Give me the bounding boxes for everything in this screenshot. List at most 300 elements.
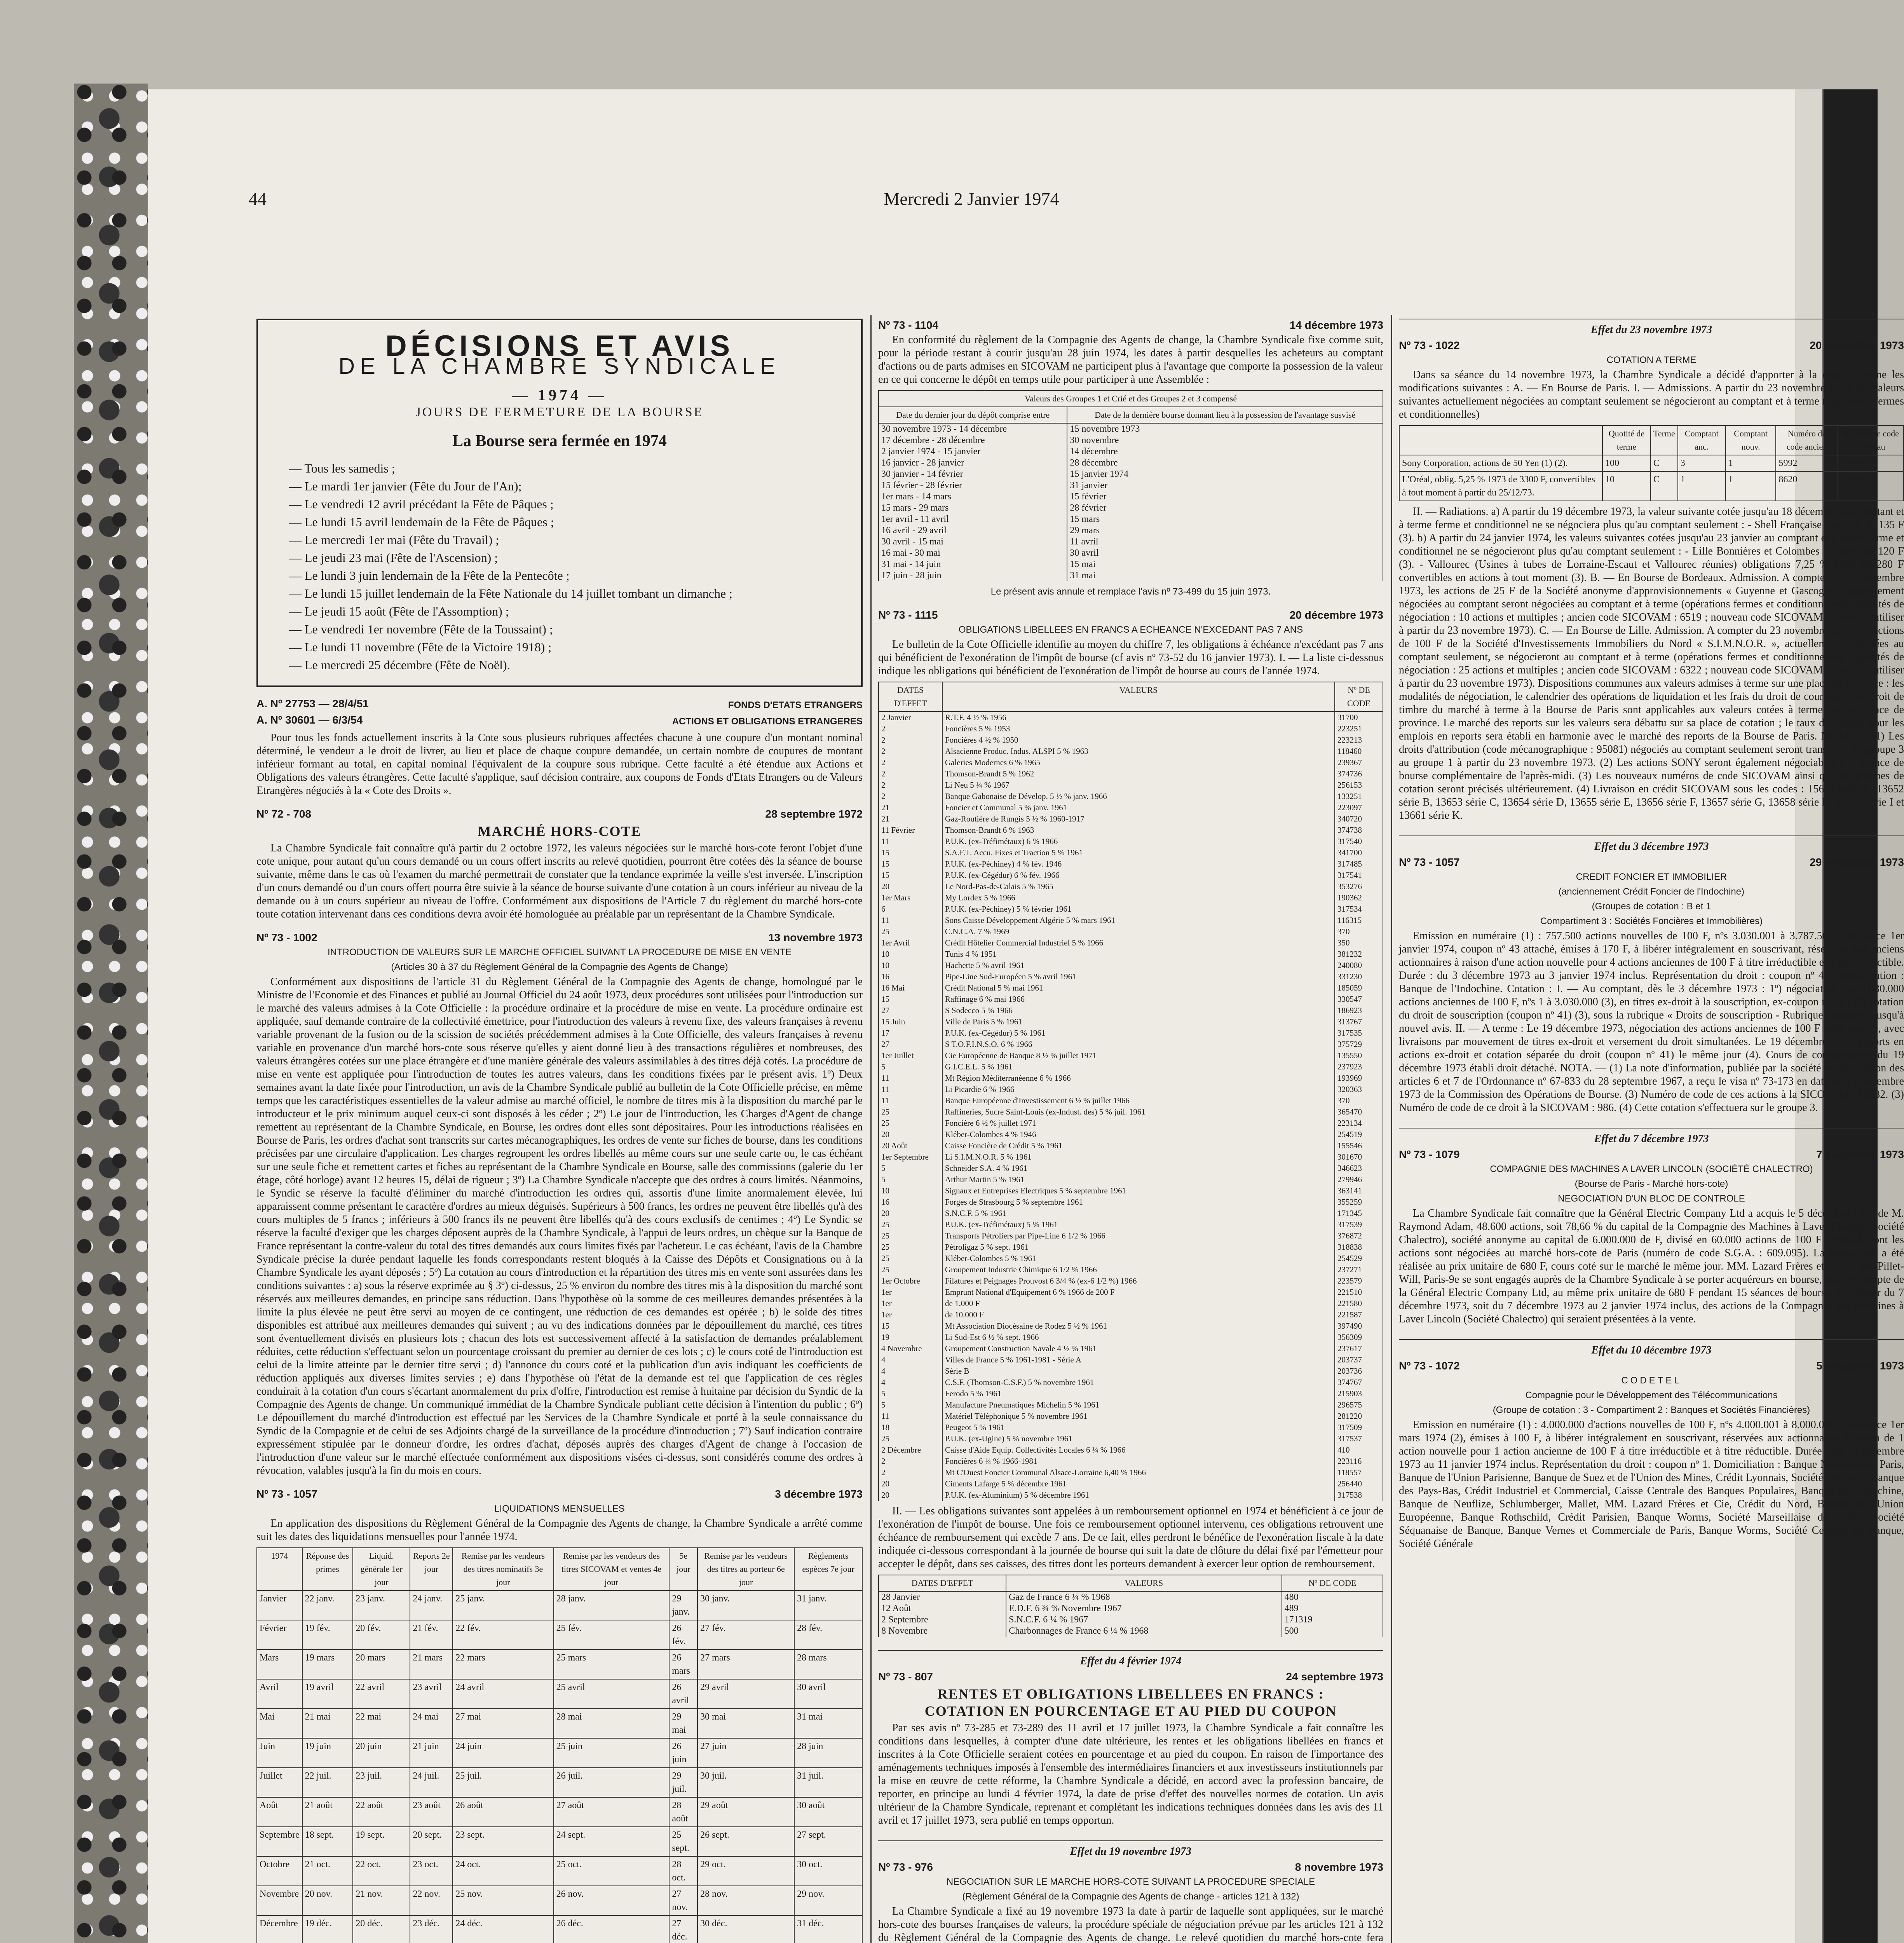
table-cell: 397490 bbox=[1335, 1320, 1383, 1332]
table-cell: My Lordex 5 % 1966 bbox=[942, 892, 1335, 903]
table-cell: 30 janvier - 14 février bbox=[879, 469, 1067, 480]
table-caption: Valeurs des Groupes 1 et Crié et des Groupes 2 et 3 compensé bbox=[879, 391, 1383, 407]
table-cell: 118460 bbox=[1335, 746, 1383, 757]
table-row bbox=[1399, 455, 1904, 471]
notice-heading: COMPAGNIE DES MACHINES A LAVER LINCOLN (SOCIÉTÉ CHALECTRO) bbox=[1490, 1164, 1813, 1174]
table-cell: 2 Janvier bbox=[879, 712, 942, 723]
table-cell: 16 bbox=[879, 971, 942, 982]
table-cell: 317509 bbox=[1335, 1422, 1383, 1433]
table-cell: 279946 bbox=[1335, 1174, 1383, 1185]
table-cell: 24 mai bbox=[410, 1709, 453, 1738]
table-row bbox=[879, 1309, 1383, 1320]
table-cell: 221587 bbox=[1335, 1309, 1383, 1320]
holiday-item: — Le jeudi 23 mai (Fête de l'Ascension) ; bbox=[289, 551, 498, 565]
table-cell: 23 juil. bbox=[353, 1768, 410, 1797]
table-cell: Le Nord-Pas-de-Calais 5 % 1965 bbox=[942, 881, 1335, 892]
table-row bbox=[879, 1140, 1383, 1151]
table-header: Numéro de code ancien bbox=[1776, 426, 1838, 455]
table-cell: 23 oct. bbox=[410, 1856, 453, 1886]
table-cell: 23 janv. bbox=[353, 1591, 410, 1620]
table-cell: Mt Région Méditerranéenne 6 % 1966 bbox=[942, 1073, 1335, 1084]
table-cell: Caisse Foncière de Crédit 5 % 1961 bbox=[942, 1140, 1335, 1151]
table-cell: 26 nov. bbox=[554, 1886, 670, 1915]
notice-date: 8 novembre 1973 bbox=[1295, 1861, 1383, 1873]
effective-date: Effet du 19 novembre 1973 bbox=[878, 1840, 1383, 1858]
table-cell: 16 mai - 30 mai bbox=[879, 548, 1067, 559]
table-row bbox=[879, 1174, 1383, 1185]
notice-date: 13 novembre 1973 bbox=[768, 931, 863, 944]
table-cell: 317538 bbox=[1335, 1490, 1383, 1501]
table-cell: 2 bbox=[879, 1456, 942, 1467]
table-cell: 31 juil. bbox=[794, 1768, 862, 1797]
table-cell: 28 février bbox=[1067, 502, 1383, 514]
notice-fonds-etrangers bbox=[256, 697, 863, 797]
notice-73-1079 bbox=[1399, 1128, 1904, 1326]
table-cell: Crédit National 5 % mai 1961 bbox=[942, 982, 1335, 994]
table-cell: 11 bbox=[879, 1084, 942, 1095]
table-cell: Foncière 6 ½ % juillet 1971 bbox=[942, 1118, 1335, 1129]
table-cell: 19 bbox=[879, 1332, 942, 1343]
notice-text: Dans sa séance du 14 novembre 1973, la Chambre Syndicale a décidé d'apporter à la cote du terme les modifications suivantes : A. — En Bourse de Paris. I. — Admissions. A partir du 23 novembre 1973, les valeurs suivantes actuellement négociées au comptant seulement se négocieront au comptant et à terme (opérations fermes et conditionnelles) bbox=[1399, 369, 1904, 420]
year-heading: — 1974 — bbox=[512, 386, 607, 404]
table-cell: Mt Association Diocésaine de Rodez 5 ½ % 1961 bbox=[942, 1320, 1335, 1332]
table-cell: 25 oct. bbox=[554, 1856, 670, 1886]
table-cell: 221580 bbox=[1335, 1298, 1383, 1309]
table-header: Réponse des primes bbox=[302, 1548, 353, 1591]
notice-date: 24 septembre 1973 bbox=[1286, 1671, 1383, 1683]
table-cell: 20 bbox=[879, 1129, 942, 1140]
table-cell: 374736 bbox=[1335, 768, 1383, 780]
notice-heading: CREDIT FONCIER ET IMMOBILIER bbox=[1576, 872, 1727, 882]
table-cell: 25 bbox=[879, 1106, 942, 1118]
liquidation-table bbox=[256, 1547, 863, 1943]
notice-subheading: (Groupe de cotation : 3 - Compartiment 2 : Banques et Sociétés Financières) bbox=[1493, 1405, 1810, 1415]
table-row bbox=[879, 502, 1383, 514]
notice-date: 5 décembre 1973 bbox=[1816, 1360, 1904, 1372]
table-row bbox=[879, 1163, 1383, 1174]
table-cell: Gaz-Routière de Rungis 5 ½ % 1960-1917 bbox=[942, 813, 1335, 825]
table-cell: 19 fév. bbox=[302, 1620, 353, 1650]
table-cell: 25 bbox=[879, 1433, 942, 1444]
table-cell: 29 avril bbox=[697, 1679, 794, 1709]
table-cell: Ferodo 5 % 1961 bbox=[942, 1388, 1335, 1399]
notice-text: La Chambre Syndicale fait connaître qu'à partir du 2 octobre 1972, les valeurs négociées sur le marché hors-cote feront l'objet d'une cote unique, pour autant qu'un cours demandé ou un cours offert inscrits au relevé quotidien, pourront être cotées dès la séance de bourse suivante, même dans le cas où l'examen du marché permettrait de constater que la tendance exprimée la veille s'est inversée. L'inscription d'un cours demandé ou d'un cours offert pourra être suivie à la séance de bourse suivante d'une cotation à un cours inférieur au niveau de la demande ou à un cours supérieur au niveau de l'offre. Conformément aux dispositions de l'Article 7 du règlement du marché hors-cote toute cotation intervenant dans ces conditions devra avoir été homologuée au préalable par un représentant de la Chambre Syndicale. bbox=[256, 842, 863, 920]
table-cell: Villes de France 5 % 1961-1981 - Série A bbox=[942, 1354, 1335, 1366]
table-cell: 22 mars bbox=[453, 1650, 553, 1679]
notice-note: Le présent avis annule et remplace l'avis nº 73-499 du 15 juin 1973. bbox=[990, 586, 1271, 597]
table-cell: Pétroligaz 5 % sept. 1961 bbox=[942, 1242, 1335, 1253]
table-cell: 11 bbox=[879, 1073, 942, 1084]
notice-title: COTATION EN POURCENTAGE ET AU PIED DU COUPON bbox=[924, 1703, 1337, 1719]
table-cell: 2 Septembre bbox=[879, 1614, 1006, 1626]
table-header: Remise par les vendeurs des titres SICOVAM et ventes 4e jour bbox=[554, 1548, 670, 1591]
optional-redemption-table bbox=[878, 1575, 1383, 1637]
notice-73-1002 bbox=[256, 931, 863, 1477]
table-cell: 20 sept. bbox=[410, 1827, 453, 1856]
table-cell: 23 déc. bbox=[410, 1915, 453, 1943]
notice-subheading: (Groupes de cotation : B et 1 bbox=[1592, 901, 1711, 912]
table-header: 1974 bbox=[257, 1548, 302, 1591]
table-cell: Ciments Lafarge 5 % décembre 1961 bbox=[942, 1478, 1335, 1490]
table-cell: Li S.I.M.N.O.R. 5 % 1961 bbox=[942, 1151, 1335, 1163]
table-cell: 374738 bbox=[1335, 825, 1383, 836]
table-cell: 24 juin bbox=[453, 1738, 553, 1768]
table-cell: 240080 bbox=[1335, 960, 1383, 971]
table-cell: 1er bbox=[879, 1309, 942, 1320]
table-cell: 27 nov. bbox=[669, 1886, 697, 1915]
table-row bbox=[879, 1027, 1383, 1039]
table-cell: 317534 bbox=[1335, 903, 1383, 915]
table-row bbox=[879, 757, 1383, 768]
table-cell: 21 bbox=[879, 813, 942, 825]
table-cell: 27 sept. bbox=[794, 1827, 862, 1856]
notice-subheading: (Bourse de Paris - Marché hors-cote) bbox=[1574, 1179, 1728, 1189]
table-cell: Gaz de France 6 ¼ % 1968 bbox=[1006, 1591, 1282, 1603]
notice-title: MARCHÉ HORS-COTE bbox=[478, 823, 642, 839]
table-cell: 11 bbox=[879, 1411, 942, 1422]
table-cell: 12 Août bbox=[879, 1603, 1006, 1614]
table-cell: Mai bbox=[257, 1709, 302, 1738]
table-cell: 317539 bbox=[1335, 1219, 1383, 1230]
table-cell: 24 avril bbox=[453, 1679, 553, 1709]
table-cell: 223097 bbox=[1335, 802, 1383, 813]
table-row bbox=[879, 892, 1383, 903]
table-cell: 29 mars bbox=[1067, 525, 1383, 536]
table-row bbox=[879, 536, 1383, 548]
table-cell: 221510 bbox=[1335, 1287, 1383, 1298]
column-rule bbox=[1391, 315, 1392, 1943]
holiday-item: — Le mercredi 25 décembre (Fête de Noël). bbox=[289, 658, 510, 672]
notice-heading: CODETEL bbox=[1621, 1375, 1682, 1386]
table-row bbox=[257, 1856, 862, 1886]
table-header: DATES D'EFFET bbox=[879, 1575, 1006, 1591]
table-cell: 1er Avril bbox=[879, 937, 942, 949]
table-cell: L'Oréal, oblig. 5,25 % 1973 de 3300 F, convertibles à tout moment à partir du 25/12/73. bbox=[1399, 471, 1602, 501]
table-cell: 223579 bbox=[1335, 1275, 1383, 1287]
table-row bbox=[879, 1603, 1383, 1614]
table-row bbox=[879, 847, 1383, 858]
table-cell: Charbonnages de France 6 ¼ % 1968 bbox=[1006, 1626, 1282, 1637]
notice-72-708 bbox=[256, 808, 863, 921]
table-cell: 331230 bbox=[1335, 971, 1383, 982]
table-cell: 29 nov. bbox=[794, 1886, 862, 1915]
table-cell: 15 février - 28 février bbox=[879, 480, 1067, 491]
notice-number: Nº 73 - 1057 bbox=[1399, 856, 1460, 868]
table-header: Comptant nouv. bbox=[1726, 426, 1776, 455]
table-row bbox=[1399, 471, 1904, 501]
table-cell: Décembre bbox=[257, 1915, 302, 1943]
holiday-item: — Le lundi 15 avril lendemain de la Fête de Pâques ; bbox=[289, 515, 554, 529]
table-cell: Février bbox=[257, 1620, 302, 1650]
table-row bbox=[879, 1490, 1383, 1501]
holiday-item: — Tous les samedis ; bbox=[289, 461, 395, 475]
table-cell: 16 Mai bbox=[879, 982, 942, 994]
table-cell: 25 janv. bbox=[453, 1591, 553, 1620]
table-row bbox=[879, 982, 1383, 994]
table-cell: 22 août bbox=[353, 1797, 410, 1827]
table-cell: 1er Juillet bbox=[879, 1050, 942, 1061]
table-cell: 374767 bbox=[1335, 1377, 1383, 1388]
table-cell: 25 bbox=[879, 1230, 942, 1242]
table-row bbox=[879, 1039, 1383, 1050]
notice-text: II. — Radiations. a) A partir du 19 décembre 1973, la valeur suivante cotée jusqu'au 18 décembre au comptant et à terme ferme et conditionnel ne se négociera plus qu'au comptant seulement : - Shell Française : actions de 135 F (3). b) A partir du 24 janvier 1974, les valeurs suivantes cotées jusqu'au 23 janvier au comptant et à terme ferme et conditionnel ne se négocieront plus qu'au comptant seulement : - Lille Bonnières et Colombes : actions de 120 F (3). - Vallourec (Usines à tubes de Lorraine-Escaut et Vallourec réunies) obligations 7,25 % 1970 de 280 F convertibles en actions à tout moment (3). B. — En Bourse de Bordeaux. Admission. A compter du 23 novembre 1973, les actions de 25 F de la Société anonyme d'approvisionnements « Guyenne et Gascogne » actuellement négociées au comptant seront négociées au comptant et à terme (opérations fermes et conditionnelles) ; quotités de négociation : 10 actions et multiples ; ancien code SICOVAM : 6519 ; nouveau code SICOVAM : 12440 (à utiliser à partir du 23 novembre 1973). C. — En Bourse de Lille. Admission. A compter du 23 novembre 1973, les actions de 100 F de la Société d'Investissements Immobiliers du Nord « S.I.M.N.O.R. », actuellement négociées au comptant seulement, se négocieront au comptant et à terme (opérations fermes et conditionnelles) : quotités de négociation : 25 actions et multiples ; ancien code SICOVAM : 6322 ; nouveau code SICOVAM : 12420 (à utiliser à partir du 23 novembre 1973). Dispositions communes aux valeurs admises à terme sur une place de province : les modalités de négociation, le calendrier des opérations de liquidation et les frais du droit de courtage et du droit de timbre du marché à terme à la Bourse de Paris sont applicables aux valeurs cotées à terme sur une place de province. Le marché des reports sur les valeurs sera débattu sur sa place de cotation ; le taux de l'argent pour les emplois en reports sera établi en harmonie avec le marché des reports de la Bourse de Paris. NOTA. — (1) Les droits d'attribution (code mécanographique : 95081) négociés au comptant seulement seront transférés du groupe 3 au groupe 1 à partir du 23 novembre 1973. (2) Les actions SONY seront également négociables à la séance de bourse complémentaire de l'après-midi. (3) Les nouveaux numéros de code SICOVAM ainsi que les groupes de cotation seront précisés ultérieurement. (4) Livraison en crédit SICOVAM sous les codes : 15651 série A, 13652 série B, 13653 série C, 13654 série D, 13655 série E, 13656 série F, 13657 série G, 13658 série H, 13659 série I et 13661 série K. bbox=[1399, 506, 1904, 822]
table-row bbox=[879, 994, 1383, 1005]
table-cell: 16 bbox=[879, 1196, 942, 1208]
table-cell: P.U.K. (ex-Péchiney) 5 % février 1961 bbox=[942, 903, 1335, 915]
table-header: Liquid. générale 1er jour bbox=[353, 1548, 410, 1591]
table-cell: 340720 bbox=[1335, 813, 1383, 825]
table-cell: 19 sept. bbox=[353, 1827, 410, 1856]
table-cell: P.U.K. (ex-Tréfimétaux) 6 % 1966 bbox=[942, 836, 1335, 847]
table-header: VALEURS bbox=[942, 682, 1335, 712]
table-cell: S Sodecco 5 % 1966 bbox=[942, 1005, 1335, 1016]
table-cell: 223116 bbox=[1335, 1456, 1383, 1467]
table-cell: 26 août bbox=[453, 1797, 553, 1827]
table-cell: P.U.K. (ex-Tréfimétaux) 5 % 1961 bbox=[942, 1219, 1335, 1230]
table-cell: 15 février bbox=[1067, 491, 1383, 502]
table-cell: 133251 bbox=[1335, 791, 1383, 802]
table-row bbox=[879, 457, 1383, 469]
table-cell: 25 nov. bbox=[453, 1886, 553, 1915]
table-cell: 26 fév. bbox=[669, 1620, 697, 1650]
table-cell: 15 mars bbox=[1067, 514, 1383, 525]
table-cell: 5 bbox=[879, 1388, 942, 1399]
table-cell: 30 avril bbox=[1067, 548, 1383, 559]
table-row bbox=[879, 1275, 1383, 1287]
table-row bbox=[879, 1399, 1383, 1411]
table-cell: 254519 bbox=[1335, 1129, 1383, 1140]
notice-subheading: (Articles 30 à 37 du Règlement Général de la Compagnie des Agents de Change) bbox=[391, 962, 728, 972]
holiday-item: — Le lundi 3 juin lendemain de la Fête de la Pentecôte ; bbox=[289, 569, 570, 583]
table-cell: 2 bbox=[879, 757, 942, 768]
table-row bbox=[879, 1230, 1383, 1242]
table-header: Nº DE CODE bbox=[1282, 1575, 1383, 1591]
table-cell: 10 bbox=[879, 960, 942, 971]
table-cell: de 1.000 F bbox=[942, 1298, 1335, 1309]
table-row bbox=[879, 734, 1383, 746]
page-number: 44 bbox=[249, 189, 267, 209]
table-cell: 1er avril - 11 avril bbox=[879, 514, 1067, 525]
table-row bbox=[879, 1129, 1383, 1140]
notice-number: Nº 73 - 1115 bbox=[878, 609, 938, 621]
table-cell: Pipe-Line Sud-Européen 5 % avril 1961 bbox=[942, 971, 1335, 982]
table-cell: 31 mai bbox=[794, 1709, 862, 1738]
table-row bbox=[879, 881, 1383, 892]
table-cell: 5 bbox=[879, 1399, 942, 1411]
table-cell: 28 Janvier bbox=[879, 1591, 1006, 1603]
table-cell: 5 bbox=[879, 1061, 942, 1073]
table-cell: Peugeot 5 % 1961 bbox=[942, 1422, 1335, 1433]
table-cell: 25 bbox=[879, 1242, 942, 1253]
notice-date: 28 septembre 1972 bbox=[765, 808, 863, 820]
table-cell: 28 mai bbox=[554, 1709, 670, 1738]
table-header: Quotité de terme bbox=[1602, 426, 1651, 455]
assembly-dates-table bbox=[878, 390, 1383, 581]
notice-text: Le bulletin de la Cote Officielle identifie au moyen du chiffre 7, les obligations à échéance n'excédant pas 7 ans qui bénéficient de l'exonération de l'impôt de bourse (cf avis nº 73-52 du 16 janvier 1973). I. — La liste ci-dessous indique les obligations qui bénéficient de l'exonération de l'impôt de bourse au cours de l'année 1974. bbox=[878, 638, 1383, 677]
table-row bbox=[879, 1106, 1383, 1118]
table-row bbox=[257, 1620, 862, 1650]
table-row bbox=[879, 1626, 1383, 1637]
table-row bbox=[879, 1084, 1383, 1095]
table-cell: Manufacture Pneumatiques Michelin 5 % 1961 bbox=[942, 1399, 1335, 1411]
table-cell: 1er mars - 14 mars bbox=[879, 491, 1067, 502]
table-cell: 193969 bbox=[1335, 1073, 1383, 1084]
table-row bbox=[879, 548, 1383, 559]
table-cell: 15 mars - 29 mars bbox=[879, 502, 1067, 514]
table-cell: 28 août bbox=[669, 1797, 697, 1827]
table-cell: 21 juin bbox=[410, 1738, 453, 1768]
table-cell: 27 déc. bbox=[669, 1915, 697, 1943]
table-cell: C.N.C.A. 7 % 1969 bbox=[942, 926, 1335, 937]
table-cell: Mars bbox=[257, 1650, 302, 1679]
table-cell: de 10.000 F bbox=[942, 1309, 1335, 1320]
table-cell: Li Sud-Est 6 ½ % sept. 1966 bbox=[942, 1332, 1335, 1343]
table-cell: 31 janvier bbox=[1067, 480, 1383, 491]
table-cell: Li Neu 5 ¼ % 1967 bbox=[942, 780, 1335, 791]
table-cell: Sony Corporation, actions de 50 Yen (1) (2). bbox=[1399, 455, 1602, 471]
table-cell: 30 mai bbox=[697, 1709, 794, 1738]
table-cell: 190362 bbox=[1335, 892, 1383, 903]
table-header: Date du dernier jour du dépôt comprise entre bbox=[879, 407, 1067, 423]
table-row bbox=[879, 491, 1383, 502]
table-row bbox=[879, 1073, 1383, 1084]
table-cell: 31 déc. bbox=[794, 1915, 862, 1943]
table-row bbox=[879, 1287, 1383, 1298]
notice-date: 3 décembre 1973 bbox=[775, 1488, 863, 1500]
table-cell: 22 avril bbox=[353, 1679, 410, 1709]
table-cell: 13650 bbox=[1838, 471, 1904, 501]
table-cell: 317535 bbox=[1335, 1027, 1383, 1039]
table-cell: Kléber-Colombes 5 % 1961 bbox=[942, 1253, 1335, 1264]
notice-text: Par ses avis nº 73-285 et 73-289 des 11 avril et 17 juillet 1973, la Chambre Syndicale a fait connaître les conditions dans lesquelles, à compter d'une date ultérieure, les rentes et les obligations libellées en francs et inscrites à la Cote Officielle seraient cotées en pourcentage et au pied du coupon. En raison de l'importance des aménagements techniques imposés à l'ensemble des intermédiaires financiers et aux investisseurs institutionnels par la mise en œuvre de cette réforme, la Chambre Syndicale a décidé, en accord avec la profession bancaire, de reporter, en principe au lundi 4 février 1974, la date de prise d'effet des nouvelles normes de cotation. Un avis ultérieur de la Chambre Syndicale, reprenant et complétant les indications techniques données dans les avis des 11 avril et 17 juillet 1973, sera publié en temps opportun. bbox=[878, 1722, 1383, 1826]
table-cell: 350 bbox=[1335, 937, 1383, 949]
notice-heading: INTRODUCTION DE VALEURS SUR LE MARCHE OFFICIEL SUIVANT LA PROCEDURE DE MISE EN VENTE bbox=[328, 947, 792, 958]
table-cell: 28 nov. bbox=[697, 1886, 794, 1915]
table-cell: 15 novembre 1973 bbox=[1067, 423, 1383, 435]
table-cell: Alsacienne Produc. Indus. ALSPI 5 % 1963 bbox=[942, 746, 1335, 757]
table-cell: 16 avril - 29 avril bbox=[879, 525, 1067, 536]
table-cell: 24 sept. bbox=[554, 1827, 670, 1856]
table-cell: 11 bbox=[879, 836, 942, 847]
table-header: Comptant anc. bbox=[1678, 426, 1726, 455]
table-cell: 21 nov. bbox=[353, 1886, 410, 1915]
table-cell: Mt C'Ouest Foncier Communal Alsace-Lorraine 6,40 % 1966 bbox=[942, 1467, 1335, 1478]
table-cell: 203736 bbox=[1335, 1366, 1383, 1377]
table-cell: 223251 bbox=[1335, 723, 1383, 734]
table-row bbox=[879, 1467, 1383, 1478]
table-cell: Caisse d'Aide Equip. Collectivités Locales 6 ¼ % 1966 bbox=[942, 1444, 1335, 1456]
table-cell: 29 oct. bbox=[697, 1856, 794, 1886]
table-cell: 11 Février bbox=[879, 825, 942, 836]
table-header: VALEURS bbox=[1006, 1575, 1282, 1591]
table-cell: 22 juil. bbox=[302, 1768, 353, 1797]
table-cell: 28 décembre bbox=[1067, 457, 1383, 469]
table-row bbox=[257, 1827, 862, 1856]
table-header: Reports 2e jour bbox=[410, 1548, 453, 1591]
notice-ref: A. Nº 27753 — 28/4/51 bbox=[256, 698, 369, 710]
table-cell: 11 bbox=[879, 915, 942, 926]
table-row bbox=[879, 1005, 1383, 1016]
table-cell: 24 oct. bbox=[453, 1856, 553, 1886]
table-cell: 3 bbox=[1678, 455, 1726, 471]
table-cell: 19 mars bbox=[302, 1650, 353, 1679]
notice-date: 7 décembre 1973 bbox=[1816, 1148, 1904, 1160]
table-cell: 26 avril bbox=[669, 1679, 697, 1709]
table-cell: 15 bbox=[879, 1320, 942, 1332]
notice-heading: COTATION A TERME bbox=[1606, 355, 1697, 365]
table-cell: 22 oct. bbox=[353, 1856, 410, 1886]
table-cell: 237923 bbox=[1335, 1061, 1383, 1073]
table-cell: 15 bbox=[879, 858, 942, 870]
table-cell: 356309 bbox=[1335, 1332, 1383, 1343]
notice-heading: OBLIGATIONS LIBELLEES EN FRANCS A ECHEANCE N'EXCEDANT PAS 7 ANS bbox=[958, 624, 1303, 635]
table-cell: E.D.F. 6 ¾ % Novembre 1967 bbox=[1006, 1603, 1282, 1614]
table-row bbox=[879, 1456, 1383, 1467]
table-row bbox=[879, 469, 1383, 480]
table-cell: 186923 bbox=[1335, 1005, 1383, 1016]
table-row bbox=[879, 723, 1383, 734]
table-cell: 10 bbox=[879, 1185, 942, 1196]
notice-ref: A. Nº 30601 — 6/3/54 bbox=[256, 714, 363, 726]
table-row bbox=[257, 1768, 862, 1797]
table-cell: 2 bbox=[879, 723, 942, 734]
table-cell: 29 juil. bbox=[669, 1768, 697, 1797]
notice-number: Nº 72 - 708 bbox=[256, 808, 311, 820]
column-rule bbox=[870, 315, 872, 1943]
table-cell: P.U.K. (ex-Cégédur) 5 % 1961 bbox=[942, 1027, 1335, 1039]
table-cell: 25 sept. bbox=[669, 1827, 697, 1856]
table-row bbox=[879, 858, 1383, 870]
table-cell: 18 sept. bbox=[302, 1827, 353, 1856]
table-header: DATES D'EFFET bbox=[879, 682, 942, 712]
table-cell: 21 mai bbox=[302, 1709, 353, 1738]
table-row bbox=[879, 1196, 1383, 1208]
table-row bbox=[879, 514, 1383, 525]
table-cell: 363141 bbox=[1335, 1185, 1383, 1196]
table-cell: C bbox=[1651, 471, 1678, 501]
table-cell: 25 bbox=[879, 1253, 942, 1264]
effective-date: Effet du 3 décembre 1973 bbox=[1399, 835, 1904, 853]
table-row bbox=[257, 1679, 862, 1709]
table-cell: 27 juin bbox=[697, 1738, 794, 1768]
table-cell: 313767 bbox=[1335, 1016, 1383, 1027]
notice-number: Nº 73 - 1022 bbox=[1399, 339, 1460, 351]
table-cell: Série B bbox=[942, 1366, 1335, 1377]
table-cell: Groupement Industrie Chimique 6 1/2 % 1966 bbox=[942, 1264, 1335, 1275]
table-cell: 118557 bbox=[1335, 1467, 1383, 1478]
table-cell: 15 mai bbox=[1067, 559, 1383, 570]
table-cell: 281220 bbox=[1335, 1411, 1383, 1422]
table-cell: 4 bbox=[879, 1377, 942, 1388]
table-cell: 256153 bbox=[1335, 780, 1383, 791]
table-cell: 26 sept. bbox=[697, 1827, 794, 1856]
table-cell: Li Picardie 6 % 1966 bbox=[942, 1084, 1335, 1095]
table-cell: 318838 bbox=[1335, 1242, 1383, 1253]
table-cell: 22 mai bbox=[353, 1709, 410, 1738]
notice-number: Nº 73 - 1072 bbox=[1399, 1360, 1460, 1372]
table-cell: 17 décembre - 28 décembre bbox=[879, 435, 1067, 446]
table-header: Remise par les vendeurs des titres au porteur 6e jour bbox=[697, 1548, 794, 1591]
table-row bbox=[879, 712, 1383, 723]
table-header: Terme bbox=[1651, 426, 1678, 455]
table-cell: Banque Gabonaise de Dévelop. 5 ½ % janv. 1966 bbox=[942, 791, 1335, 802]
table-cell: 30 oct. bbox=[794, 1856, 862, 1886]
table-cell: Ville de Paris 5 % 1961 bbox=[942, 1016, 1335, 1027]
newspaper-page bbox=[148, 89, 1904, 1943]
table-cell: 1er Septembre bbox=[879, 1151, 942, 1163]
table-row bbox=[879, 1343, 1383, 1354]
table-cell: 31700 bbox=[1335, 712, 1383, 723]
